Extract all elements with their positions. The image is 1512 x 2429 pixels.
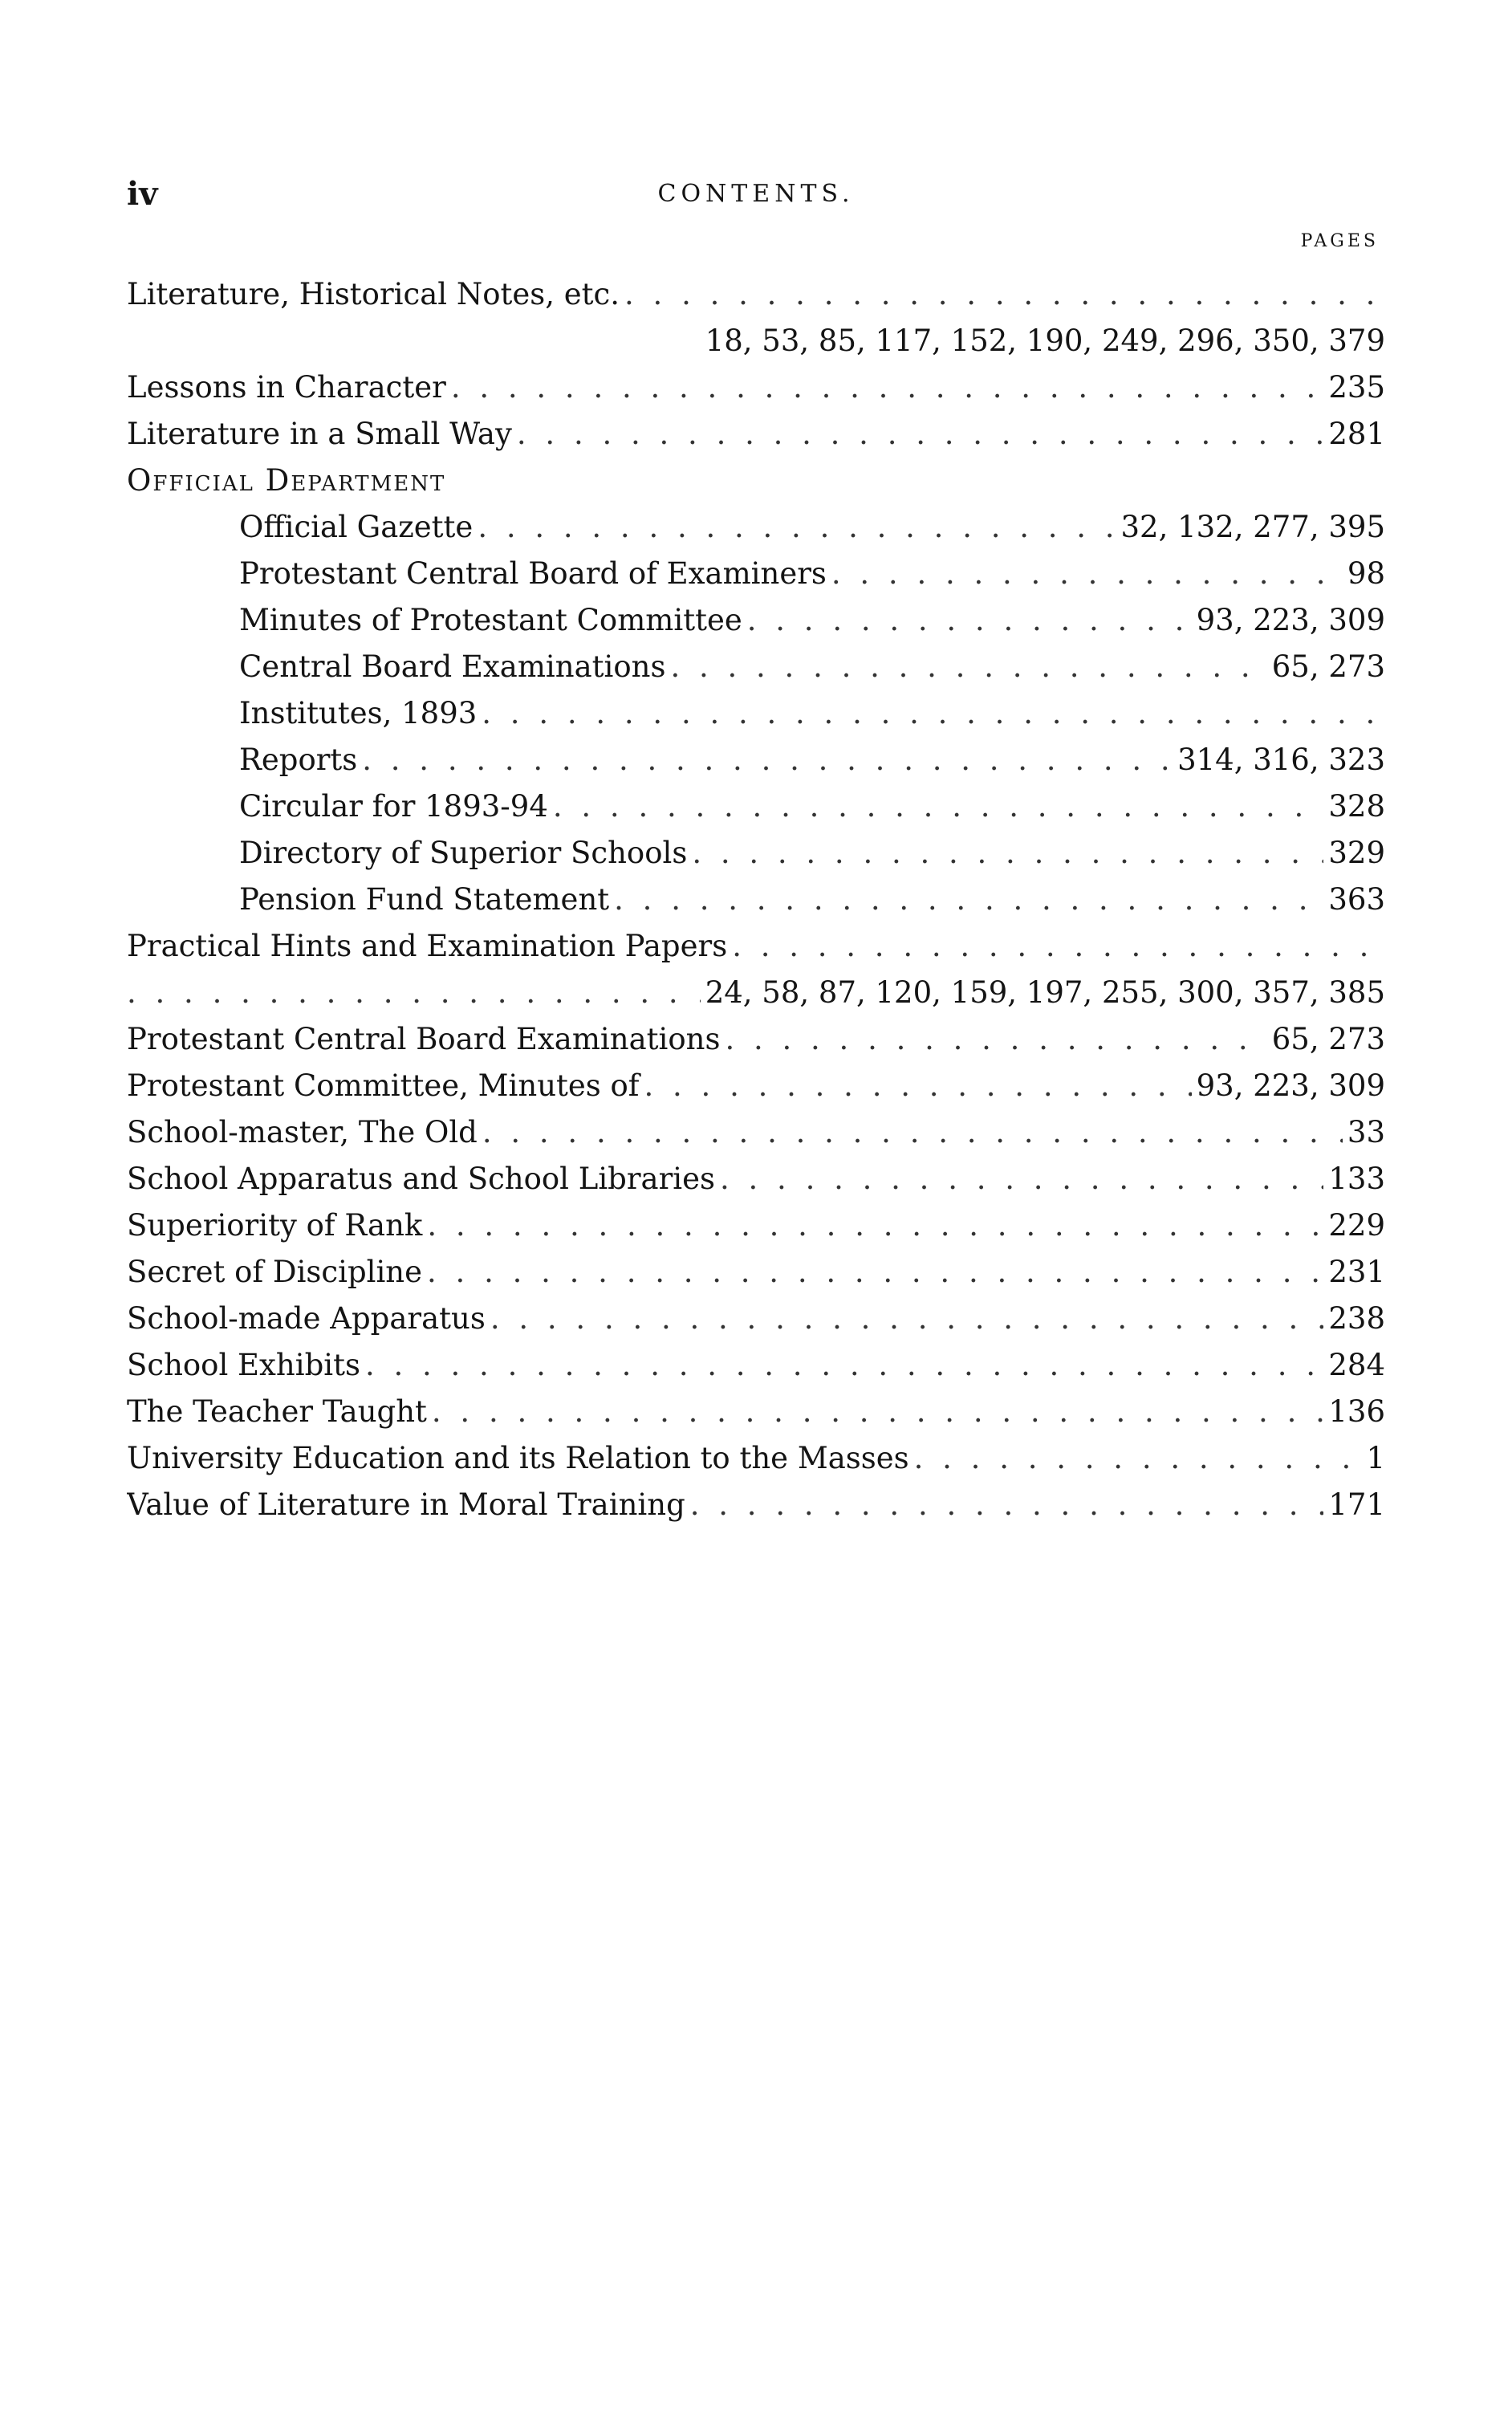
entry-title: Pension Fund Statement bbox=[239, 882, 610, 917]
entry-title: Reports bbox=[239, 743, 358, 777]
entry-title: Circular for 1893-94 bbox=[239, 789, 548, 824]
toc-entry-continuation bbox=[127, 311, 1385, 358]
entry-title: University Education and its Relation to the Masses bbox=[127, 1441, 909, 1475]
entry-pages: 328 bbox=[1328, 789, 1385, 824]
dot-leader bbox=[914, 1441, 1362, 1475]
contents-list bbox=[127, 265, 1385, 1522]
dot-leader bbox=[725, 1022, 1266, 1056]
entry-title: Literature in a Small Way bbox=[127, 417, 512, 451]
running-head bbox=[127, 175, 1385, 251]
dot-leader bbox=[692, 836, 1323, 870]
entry-pages: 1 bbox=[1366, 1441, 1385, 1475]
toc-entry bbox=[127, 1289, 1385, 1336]
entry-pages: 18, 53, 85, 117, 152, 190, 249, 296, 350, 379 bbox=[705, 323, 1385, 358]
dot-leader bbox=[482, 696, 1380, 730]
toc-subentry bbox=[127, 824, 1385, 870]
dot-leader bbox=[732, 929, 1380, 963]
section-title: Official Department bbox=[127, 463, 446, 498]
toc-entry bbox=[127, 1056, 1385, 1103]
dot-leader bbox=[127, 975, 701, 1010]
dot-leader bbox=[747, 603, 1192, 637]
toc-subentry bbox=[127, 684, 1385, 730]
entry-title: The Teacher Taught bbox=[127, 1394, 427, 1429]
dot-leader bbox=[362, 743, 1173, 777]
entry-title: Central Board Examinations bbox=[239, 649, 666, 684]
dot-leader bbox=[690, 1487, 1324, 1522]
entry-pages: 363 bbox=[1328, 882, 1385, 917]
toc-entry bbox=[127, 1149, 1385, 1196]
entry-pages: 235 bbox=[1328, 370, 1385, 405]
dot-leader bbox=[427, 1208, 1323, 1243]
dot-leader bbox=[614, 882, 1323, 917]
dot-leader bbox=[490, 1301, 1324, 1336]
toc-subentry bbox=[127, 498, 1385, 544]
dot-leader bbox=[831, 556, 1343, 591]
toc-entry bbox=[127, 1429, 1385, 1475]
entry-pages: 98 bbox=[1347, 556, 1385, 591]
dot-leader bbox=[624, 277, 1380, 311]
dot-leader bbox=[553, 789, 1323, 824]
entry-pages: 329 bbox=[1328, 836, 1385, 870]
toc-entry bbox=[127, 1382, 1385, 1429]
entry-pages: 231 bbox=[1328, 1255, 1385, 1289]
toc-subentry bbox=[127, 730, 1385, 777]
toc-subentry bbox=[127, 870, 1385, 917]
entry-title: School-master, The Old bbox=[127, 1115, 478, 1149]
entry-title: Literature, Historical Notes, etc. bbox=[127, 277, 620, 311]
entry-pages: 65, 273 bbox=[1271, 1022, 1385, 1056]
entry-pages: 238 bbox=[1328, 1301, 1385, 1336]
entry-pages: 133 bbox=[1328, 1162, 1385, 1196]
entry-pages: 24, 58, 87, 120, 159, 197, 255, 300, 357, 385 bbox=[705, 975, 1385, 1010]
dot-leader bbox=[670, 649, 1266, 684]
entry-title: School Apparatus and School Libraries bbox=[127, 1162, 716, 1196]
dot-leader bbox=[365, 1348, 1323, 1382]
toc-entry bbox=[127, 405, 1385, 451]
entry-pages: 281 bbox=[1328, 417, 1385, 451]
toc-entry bbox=[127, 265, 1385, 311]
dot-leader bbox=[644, 1068, 1192, 1103]
entry-title: School-made Apparatus bbox=[127, 1301, 486, 1336]
toc-subentry bbox=[127, 544, 1385, 591]
entry-pages: 171 bbox=[1328, 1487, 1385, 1522]
dot-leader bbox=[482, 1115, 1343, 1149]
page-number: iv bbox=[127, 175, 158, 213]
entry-title: Institutes, 1893 bbox=[239, 696, 478, 730]
entry-title: Superiority of Rank bbox=[127, 1208, 423, 1243]
entry-pages: 32, 132, 277, 395 bbox=[1120, 510, 1385, 544]
entry-pages: 229 bbox=[1328, 1208, 1385, 1243]
entry-title: Minutes of Protestant Committee bbox=[239, 603, 742, 637]
dot-leader bbox=[432, 1394, 1323, 1429]
entry-title: Practical Hints and Examination Papers bbox=[127, 929, 728, 963]
entry-title: Protestant Committee, Minutes of bbox=[127, 1068, 640, 1103]
toc-section-heading bbox=[127, 451, 1385, 498]
entry-pages: 93, 223, 309 bbox=[1196, 1068, 1385, 1103]
dot-leader bbox=[720, 1162, 1323, 1196]
toc-entry bbox=[127, 1010, 1385, 1056]
entry-title: Protestant Central Board Examinations bbox=[127, 1022, 721, 1056]
toc-entry bbox=[127, 1475, 1385, 1522]
toc-entry bbox=[127, 1336, 1385, 1382]
entry-title: Official Gazette bbox=[239, 510, 474, 544]
entry-title: Lessons in Character bbox=[127, 370, 446, 405]
dot-leader bbox=[478, 510, 1116, 544]
toc-entry bbox=[127, 1196, 1385, 1243]
entry-pages: 136 bbox=[1328, 1394, 1385, 1429]
entry-title: Value of Literature in Moral Training bbox=[127, 1487, 685, 1522]
dot-leader bbox=[451, 370, 1324, 405]
dot-leader bbox=[427, 1255, 1323, 1289]
dot-leader bbox=[517, 417, 1323, 451]
page-title: CONTENTS. bbox=[657, 180, 855, 208]
entry-title: Secret of Discipline bbox=[127, 1255, 423, 1289]
pages-column-label: PAGES bbox=[1300, 231, 1379, 251]
toc-entry bbox=[127, 1103, 1385, 1149]
entry-pages: 93, 223, 309 bbox=[1196, 603, 1385, 637]
toc-subentry bbox=[127, 777, 1385, 824]
toc-subentry bbox=[127, 637, 1385, 684]
toc-entry-continuation bbox=[127, 963, 1385, 1010]
toc-subentry bbox=[127, 591, 1385, 637]
entry-pages: 284 bbox=[1328, 1348, 1385, 1382]
toc-entry bbox=[127, 358, 1385, 405]
entry-pages: 65, 273 bbox=[1271, 649, 1385, 684]
toc-entry bbox=[127, 1243, 1385, 1289]
entry-title: Directory of Superior Schools bbox=[239, 836, 688, 870]
toc-entry bbox=[127, 917, 1385, 963]
entry-pages: 314, 316, 323 bbox=[1177, 743, 1385, 777]
entry-title: Protestant Central Board of Examiners bbox=[239, 556, 827, 591]
entry-title: School Exhibits bbox=[127, 1348, 360, 1382]
entry-pages: 33 bbox=[1347, 1115, 1385, 1149]
